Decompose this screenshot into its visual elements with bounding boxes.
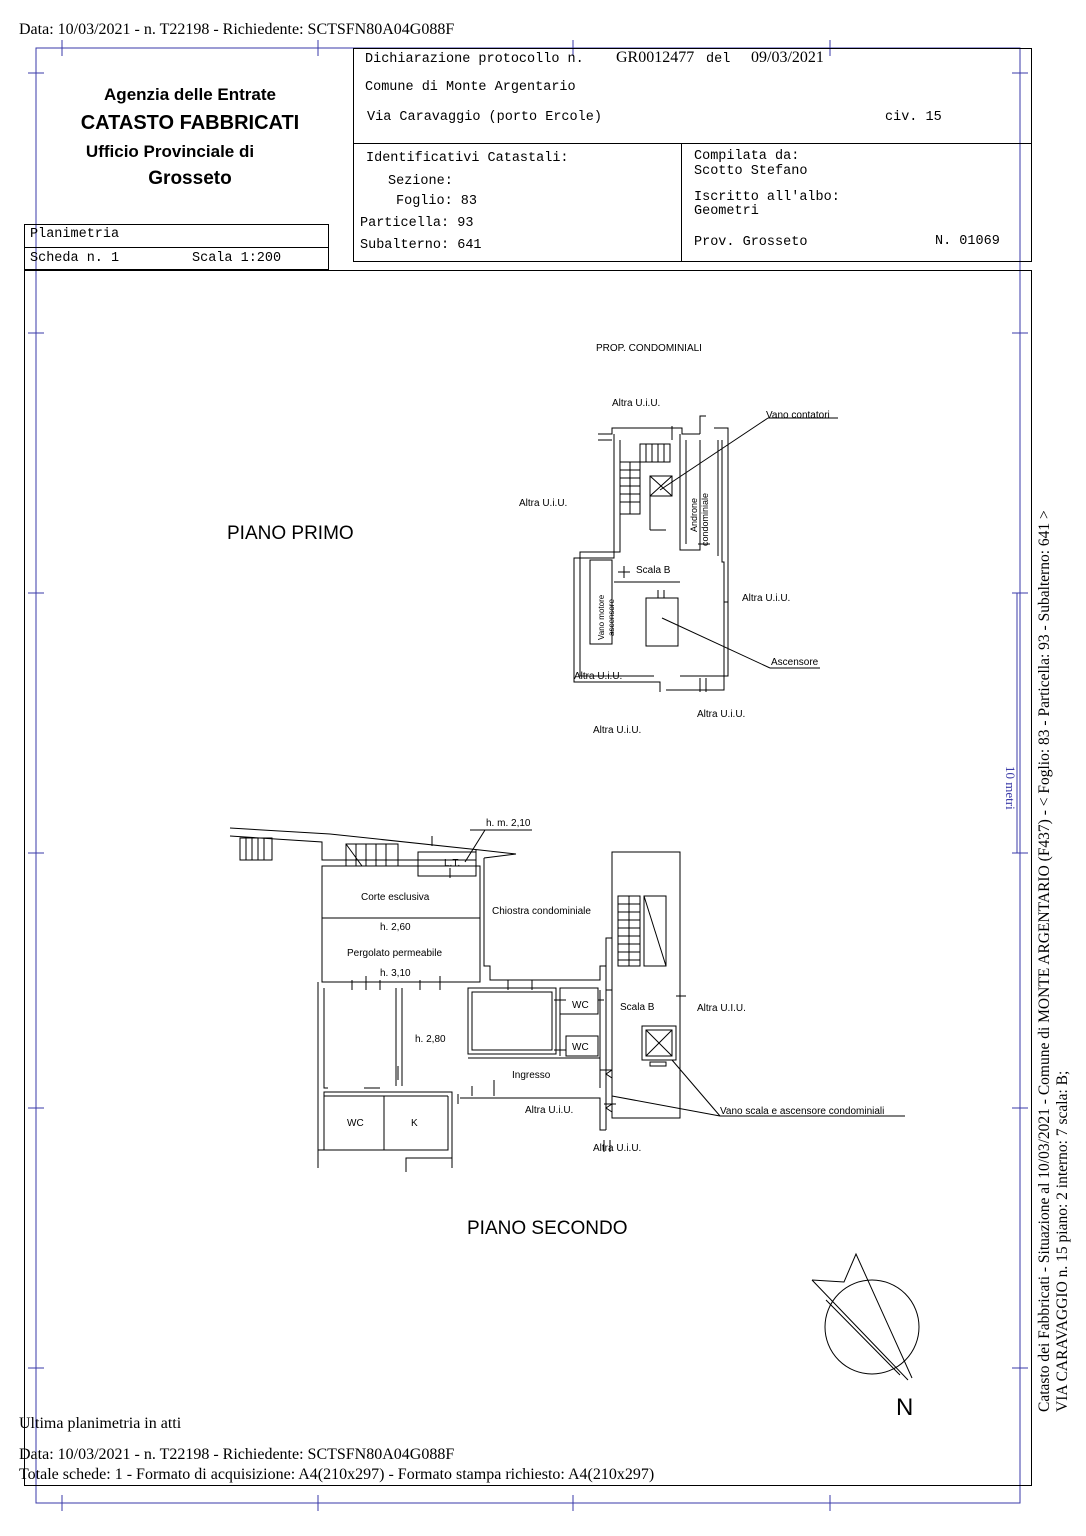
- side-situation-text: Catasto dei Fabbricati - Situazione al 10/03/2021 - Comune di MONTE ARGENTARIO (F437) - < Foglio: 83 - Particella: 93 - Subalterno: 641 >: [1036, 510, 1053, 1412]
- chiostra-label: Chiostra condominiale: [492, 906, 591, 917]
- altra-uiu-label: Altra U.i.U.: [697, 709, 746, 720]
- vano-motore-label-2: ascensore: [607, 599, 616, 636]
- altra-uiu-label: Altra U.i.U.: [519, 498, 568, 509]
- piano-primo-label: PIANO PRIMO: [227, 523, 354, 544]
- ufficio-label: Ufficio Provinciale di: [85, 142, 255, 161]
- planimetria-title: Planimetria: [30, 227, 120, 242]
- header-request-line: Data: 10/03/2021 - n. T22198 - Richiedente: SCTSFN80A04G088F: [19, 21, 455, 38]
- ingresso-label: Ingresso: [512, 1070, 551, 1081]
- comune: Comune di Monte Argentario: [365, 80, 576, 95]
- protocol-date: 09/03/2021: [751, 49, 824, 66]
- kitchen-label: K: [411, 1118, 418, 1129]
- piano-secondo-label: PIANO SECONDO: [467, 1218, 628, 1239]
- height-hm-label: h. m. 2,10: [486, 818, 531, 829]
- pergolato-label: Pergolato permeabile: [347, 948, 443, 959]
- altra-uiu-label: Altra U.i.U.: [742, 593, 791, 604]
- lt-label: L.T.: [444, 858, 461, 869]
- compilata-label: Compilata da:: [694, 149, 800, 164]
- catasto-title: CATASTO FABBRICATI: [80, 112, 300, 134]
- altra-uiu-label: Altra U.i.U.: [593, 725, 642, 736]
- registration-number: N. 01069: [935, 234, 1000, 249]
- protocol-label: Dichiarazione protocollo n.: [365, 52, 584, 67]
- prop-condominiali-label: PROP. CONDOMINIALI: [596, 343, 702, 354]
- height-260-label: h. 2,60: [380, 922, 411, 933]
- protocol-del: del: [706, 52, 731, 67]
- vano-contatori-label: Vano contatori: [766, 410, 830, 421]
- scale-stamp: 10 metri: [1003, 766, 1018, 810]
- vano-scala-label: Vano scala e ascensore condominiali: [720, 1106, 885, 1117]
- address: Via Caravaggio (porto Ercole): [367, 110, 602, 125]
- altra-uiu-label: Altra U.I.U.: [697, 1003, 746, 1014]
- altra-uiu-label: Altra U.i.U.: [612, 398, 661, 409]
- altra-uiu-label: Altra U.i.U.: [525, 1105, 574, 1116]
- foglio: Foglio: 83: [396, 194, 478, 209]
- vano-motore-label: Vano motore: [597, 594, 606, 640]
- footer-request-line: Data: 10/03/2021 - n. T22198 - Richiedente: SCTSFN80A04G088F: [19, 1446, 455, 1463]
- height-310-label: h. 3,10: [380, 968, 411, 979]
- scala-b-label: Scala B: [636, 565, 671, 576]
- particella: Particella: 93: [360, 216, 474, 231]
- civic-number: civ. 15: [885, 110, 942, 125]
- scheda-number: Scheda n. 1: [30, 251, 120, 266]
- ascensore-label: Ascensore: [771, 657, 819, 668]
- iscritto-label: Iscritto all'albo:: [694, 190, 840, 205]
- north-label: N: [896, 1394, 914, 1421]
- androne-label: Androne: [689, 497, 699, 532]
- wc-label: WC: [572, 1000, 589, 1011]
- footer-format-line: Totale schede: 1 - Formato di acquisizione: A4(210x297) - Formato stampa richiesto: A4(210x297): [19, 1466, 655, 1483]
- ufficio-city: Grosseto: [148, 168, 232, 189]
- scala-ratio: Scala 1:200: [192, 251, 282, 266]
- protocol-number: GR0012477: [616, 49, 695, 66]
- wc-label: WC: [572, 1042, 589, 1053]
- androne-label-2: condominiale: [700, 492, 710, 546]
- corte-label: Corte esclusiva: [361, 892, 430, 903]
- scala-b-label: Scala B: [620, 1002, 655, 1013]
- compilata-name: Scotto Stefano: [694, 164, 808, 179]
- altra-uiu-label: Altra U.i.U.: [593, 1143, 642, 1154]
- agency-name: Agenzia delle Entrate: [104, 85, 276, 104]
- sezione: Sezione:: [388, 174, 453, 189]
- ultima-planimetria: Ultima planimetria in atti: [19, 1415, 182, 1432]
- subalterno: Subalterno: 641: [360, 238, 482, 253]
- albo: Geometri: [694, 204, 759, 219]
- altra-uiu-label: Altra U.i.U.: [574, 671, 623, 682]
- provincia: Prov. Grosseto: [694, 235, 808, 250]
- identificativi-title: Identificativi Catastali:: [366, 151, 569, 166]
- side-address-text: VIA CARAVAGGIO n. 15 piano: 2 interno: 7 scala: B;: [1054, 1070, 1071, 1412]
- wc-label: WC: [347, 1118, 364, 1129]
- height-280-label: h. 2,80: [415, 1034, 446, 1045]
